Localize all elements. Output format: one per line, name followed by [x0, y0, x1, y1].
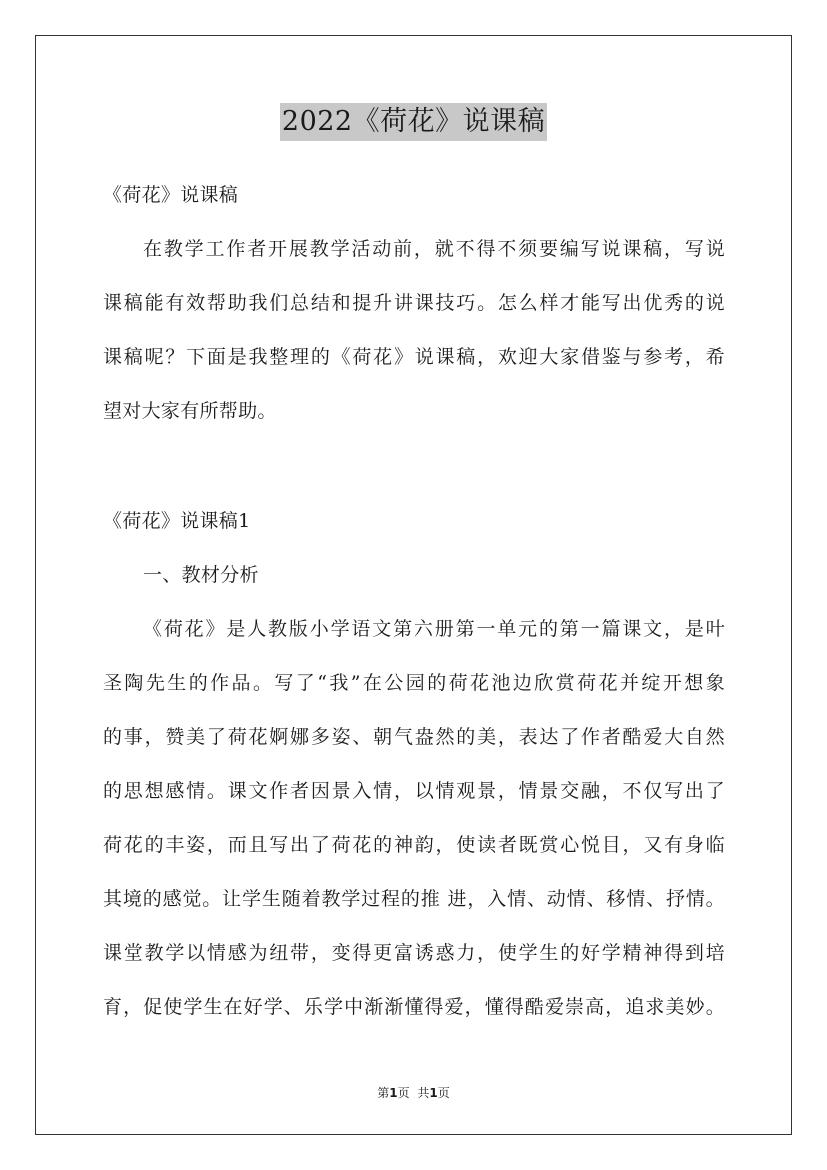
heading-1: 《荷花》说课稿 [103, 184, 239, 206]
page-suffix: 页 [397, 1086, 410, 1100]
body-line-7: 课堂教学以情感为纽带，变得更富诱惑力，使学生的好学精神得到培 [103, 942, 725, 964]
intro-line-1: 在教学工作者开展教学活动前，就不得不须要编写说课稿，写说 [143, 238, 725, 260]
intro-line-4: 望对大家有所帮助。 [103, 400, 277, 422]
body-line-8: 育，促使学生在好学、乐学中渐渐懂得爱，懂得酷爱崇高，追求美妙。 [103, 996, 725, 1018]
title-wrapper [0, 103, 827, 141]
section-heading-1: 一、教材分析 [143, 564, 259, 586]
body-line-3: 的事，赞美了荷花婀娜多姿、朝气盎然的美，表达了作者酷爱大自然 [103, 726, 725, 748]
intro-line-2: 课稿能有效帮助我们总结和提升讲课技巧。怎么样才能写出优秀的说 [103, 292, 725, 314]
total-pages: 1 [429, 1086, 438, 1100]
body-line-2: 圣陶先生的作品。写了“我”在公园的荷花池边欣赏荷花并绽开想象 [103, 672, 725, 694]
body-line-6: 其境的感觉。让学生随着教学过程的推 进，入情、动情、移情、抒情。 [103, 888, 725, 910]
intro-line-3: 课稿呢？下面是我整理的《荷花》说课稿，欢迎大家借鉴与参考，希 [103, 346, 725, 368]
page-prefix: 第 [377, 1086, 390, 1100]
document-title: 2022《荷花》说课稿 [280, 103, 547, 141]
total-suffix: 页 [437, 1086, 450, 1100]
heading-2: 《荷花》说课稿1 [103, 510, 251, 532]
body-line-4: 的思想感情。课文作者因景入情，以情观景，情景交融，不仅写出了 [103, 780, 725, 802]
body-line-1: 《荷花》是人教版小学语文第六册第一单元的第一篇课文，是叶 [143, 618, 725, 640]
body-line-5: 荷花的丰姿，而且写出了荷花的神韵，使读者既赏心悦目，又有身临 [103, 834, 725, 856]
total-prefix: 共 [417, 1086, 430, 1100]
page-number: 1 [389, 1086, 398, 1100]
page-footer [0, 1084, 827, 1101]
